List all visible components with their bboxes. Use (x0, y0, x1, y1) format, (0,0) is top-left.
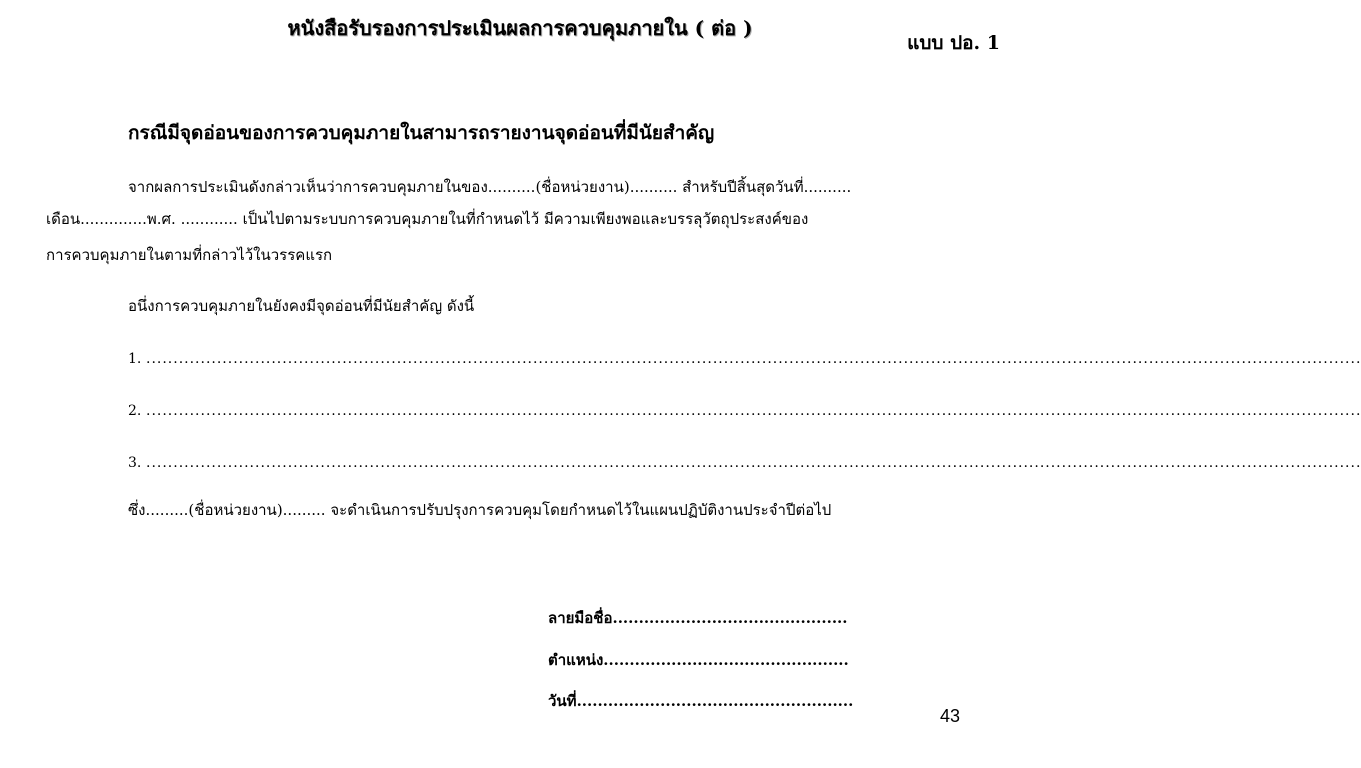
paragraph-2: อนึ่งการควบคุมภายในยังคงมีจุดอ่อนที่มีนัยสำคัญ ดังนี้ (128, 297, 475, 315)
page-number: 43 (940, 706, 961, 726)
document-title: หนังสือรับรองการประเมินผลการควบคุมภายใน ( ต่อ ) (287, 16, 753, 40)
weakness-item-3 (128, 455, 1361, 471)
position-line: ตำแหน่ง............................................... (548, 651, 849, 669)
item-number: 3. (128, 455, 142, 471)
paragraph-3: ซึ่ง.........(ชื่อหน่วยงาน)......... จะดำเนินการปรับปรุงการควบคุมโดยกำหนดไว้ในแผนปฏิบัติงานประจำปีต่อไป (128, 501, 832, 519)
paragraph-1-line-3: การควบคุมภายในตามที่กล่าวไว้ในวรรคแรก (46, 246, 333, 264)
item-fill-line: ............................................................................................................................................................................................................................... (146, 403, 1361, 419)
item-fill-line: ............................................................................................................................................................................................................................... (146, 455, 1361, 471)
weakness-item-1 (128, 351, 1361, 367)
item-fill-line: ............................................................................................................................................................................................................................... (146, 351, 1361, 367)
weakness-item-2 (128, 403, 1361, 419)
signature-line: ลายมือชื่อ............................................. (548, 609, 848, 627)
date-line: วันที่..................................................... (548, 692, 854, 710)
paragraph-1-line-2: เดือน..............พ.ศ. ............ เป็นไปตามระบบการควบคุมภายในที่กำหนดไว้ มีความเพียงพอและบรรลุวัตถุประสงค์ของ (46, 210, 809, 228)
item-number: 2. (128, 403, 142, 419)
form-code: แบบ ปอ. 1 (907, 32, 1000, 54)
paragraph-1-line-1: จากผลการประเมินดังกล่าวเห็นว่าการควบคุมภายในของ..........(ชื่อหน่วยงาน).......... สำหรับปีสิ้นสุดวันที่.......... (128, 178, 852, 196)
section-heading: กรณีมีจุดอ่อนของการควบคุมภายในสามารถรายงานจุดอ่อนที่มีนัยสำคัญ (128, 122, 715, 144)
item-number: 1. (128, 351, 142, 367)
